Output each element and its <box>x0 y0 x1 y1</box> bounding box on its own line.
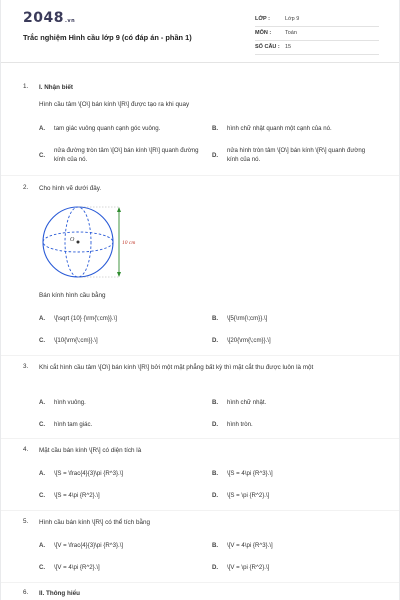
option-text: hình tam giác. <box>54 421 93 428</box>
question-number: 3. <box>23 363 29 370</box>
center-point <box>77 241 80 244</box>
section-title: II. Thông hiểu <box>39 590 80 597</box>
option-text: hình chữ nhật. <box>227 399 267 406</box>
option-text: \[V = \pi {R^2}.\] <box>227 564 270 571</box>
dimension-label: 10 cm <box>122 240 136 246</box>
sphere-diagram <box>39 205 149 279</box>
option-letter: C. <box>39 421 46 428</box>
option-text: hình chữ nhật quanh một cạnh của nó. <box>227 125 332 132</box>
option-text: \[S = \frac{4}{3}\pi {R^3}.\] <box>54 470 124 477</box>
divider <box>1 175 399 176</box>
option-text: \[V = 4\pi {R^2}.\] <box>54 564 100 571</box>
option-letter: A. <box>39 315 46 322</box>
site-logo[interactable] <box>23 10 75 26</box>
option-text: \[V = \frac{4}{3}\pi {R^3}.\] <box>54 542 124 549</box>
question-number: 5. <box>23 518 29 525</box>
option-letter: C. <box>39 337 46 344</box>
meta-count-value: 15 <box>285 44 292 50</box>
option-letter: D. <box>212 564 219 571</box>
logo-main: 2048 <box>23 10 64 26</box>
divider <box>1 510 399 511</box>
option-letter: C. <box>39 564 46 571</box>
meta-class-value: Lớp 9 <box>285 16 300 22</box>
option-letter: A. <box>39 542 46 549</box>
option-text: nửa hình tròn tâm \[O\] bán kính \[R\] quanh đường kính của nó. <box>227 147 366 163</box>
option-text: \[10{\rm{\;cm}}.\] <box>54 337 98 344</box>
arrow-up-icon <box>117 207 121 212</box>
option-text: \[5{\rm{\;cm}}.\] <box>227 315 268 322</box>
section-title: I. Nhận biết <box>39 84 73 91</box>
question-number: 4. <box>23 446 29 453</box>
option-letter: A. <box>39 399 46 406</box>
question-number: 6. <box>23 589 29 596</box>
option-text: tam giác vuông quanh cạnh góc vuông. <box>54 125 161 132</box>
divider <box>1 355 399 356</box>
page-title: Trắc nghiệm Hình cầu lớp 9 (có đáp án - phần 1) <box>23 33 192 42</box>
divider <box>1 582 399 583</box>
logo-sub: .vn <box>64 18 76 24</box>
option-letter: D. <box>212 492 219 499</box>
meta-class-label: LỚP : <box>255 16 270 22</box>
option-letter: C. <box>39 492 46 499</box>
question-stem: Khi cắt hình cầu tâm \[O\] bán kính \[R\] bởi một mặt phẳng bất kỳ thì mặt cắt thu được luôn là một <box>39 364 314 371</box>
option-letter: D. <box>212 337 219 344</box>
meta-subject-label: MÔN : <box>255 30 272 36</box>
option-letter: B. <box>212 315 219 322</box>
option-letter: A. <box>39 125 46 132</box>
option-letter: B. <box>212 125 219 132</box>
question-stem: Hình cầu tâm \[O\] bán kính \[R\] được tạo ra khi quay <box>39 101 190 108</box>
header <box>1 0 399 63</box>
question-number: 1. <box>23 83 29 90</box>
center-label: O <box>70 237 75 243</box>
meta-count <box>255 41 379 55</box>
question-stem: Cho hình vẽ dưới đây. <box>39 185 102 192</box>
meta-subject-value: Toán <box>285 30 297 36</box>
option-letter: B. <box>212 399 219 406</box>
question-stem: Hình cầu bán kính \[R\] có thể tích bằng <box>39 519 150 526</box>
meta-class <box>255 13 379 27</box>
meta-subject <box>255 27 379 41</box>
option-text: hình tròn. <box>227 421 253 428</box>
option-letter: C. <box>39 152 46 159</box>
arrow-down-icon <box>117 272 121 277</box>
option-letter: A. <box>39 470 46 477</box>
option-letter: D. <box>212 152 219 159</box>
question-stem: Mặt cầu bán kính \[R\] có diện tích là <box>39 447 142 454</box>
option-text: hình vuông. <box>54 399 86 406</box>
divider <box>1 438 399 439</box>
option-text: \[S = 4\pi {R^3}.\] <box>227 470 273 477</box>
option-text: \[V = 4\pi {R^3}.\] <box>227 542 273 549</box>
quiz-page <box>1 0 399 600</box>
question-number: 2. <box>23 184 29 191</box>
question-subprompt: Bán kính hình cầu bằng <box>39 292 106 299</box>
option-text: \[S = \pi {R^2}.\] <box>227 492 270 499</box>
option-letter: B. <box>212 542 219 549</box>
sphere-figure <box>39 205 149 284</box>
option-letter: D. <box>212 421 219 428</box>
meta-count-label: SỐ CÂU : <box>255 44 280 50</box>
option-text: \[S = 4\pi {R^2}.\] <box>54 492 100 499</box>
option-text: \[\sqrt {10} {\rm{\;cm}}.\] <box>54 315 117 322</box>
option-text: nửa đường tròn tâm \[O\] bán kính \[R\] quanh đường kính của nó. <box>54 147 199 163</box>
option-letter: B. <box>212 470 219 477</box>
option-text: \[20{\rm{\;cm}}.\] <box>227 337 271 344</box>
